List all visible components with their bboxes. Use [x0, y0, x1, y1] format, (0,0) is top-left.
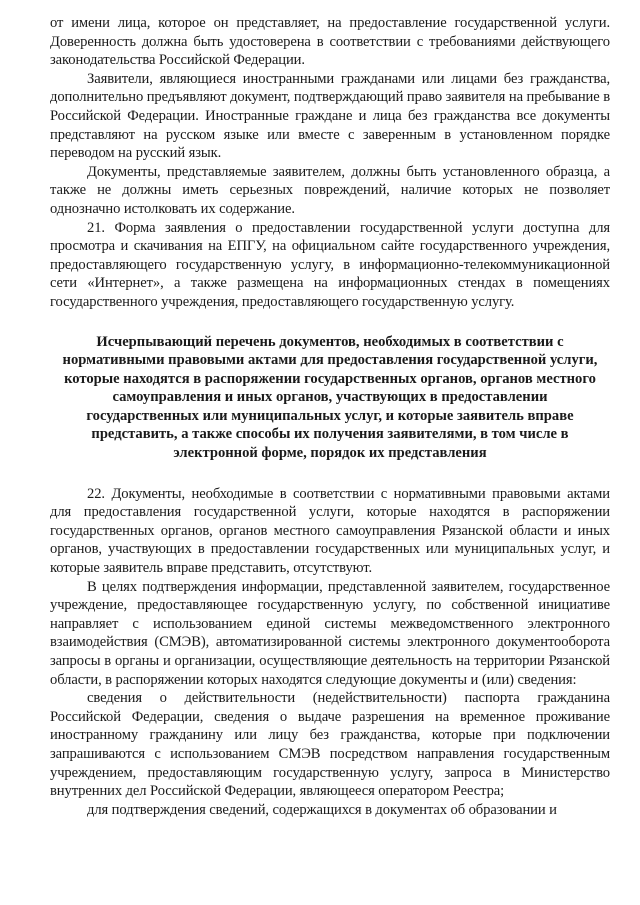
paragraph-power-of-attorney: от имени лица, которое он представляет, на предоставление государственной услуги. Доверенность должна быть удостоверена в соответствии с требованиями действующего законодательства Российской Федерации.: [50, 15, 610, 69]
paragraph-passport-info: сведения о действительности (недействительности) паспорта гражданина Российской Федерации, сведения о выдаче разрешения на временное проживание иностранному гражданину или лицу без гражданства, которые при подключении запрашиваются с использованием СМЭВ посредством направления государственным учреждением, предоставляющим государственную услугу, запроса в Министерство внутренних дел Российской Федерации, являющееся оператором Реестра;: [50, 690, 610, 800]
section-heading: Исчерпывающий перечень документов, необходимых в соответствии с нормативными правовыми актами для предоставления государственной услуги, которые находятся в распоряжении государственных органов, органов местного самоуправления и иных органов, участвующих в предоставлении государственных или муниципальных услуг, и которые заявитель вправе представить, а также способы их получения заявителями, в том числе в электронной форме, порядок их представления: [62, 333, 598, 462]
paragraph-22-documents: 22. Документы, необходимые в соответствии с нормативными правовыми актами для предоставления государственной услуги, которые находятся в распоряжении государственных органов, органов местного самоуправления Рязанской области и иных органов, участвующих в предоставлении государственных или муниципальных услуг, и которые заявитель вправе представить, отсутствуют.: [50, 485, 610, 577]
paragraph-document-requirements: Документы, представляемые заявителем, должны быть установленного образца, а также не должны иметь серьезных повреждений, наличие которых не позволяет однозначно истолковать их содержание.: [50, 163, 610, 217]
paragraph-smev-requests: В целях подтверждения информации, представленной заявителем, государственное учреждение, предоставляющее государственную услугу, по собственной инициативе направляет с использованием единой системы межведомственного электронного взаимодействия (СМЭВ), автоматизированной системы электронного документооборота запросы в органы и организации, осуществляющие деятельность на территории Рязанской области, в распоряжении которых находятся следующие документы и (или) сведения:: [50, 578, 610, 688]
paragraph-education-docs: для подтверждения сведений, содержащихся в документах об образовании и: [87, 801, 557, 818]
paragraph-foreign-applicants: Заявители, являющиеся иностранными гражданами или лицами без гражданства, дополнительно предъявляют документ, подтверждающий право заявителя на пребывание в Российской Федерации. Иностранные граждане и лица без гражданства все документы представляют на русском языке или вместе с заверенным в установленном порядке переводом на русский язык.: [50, 70, 610, 162]
paragraph-21-application-form: 21. Форма заявления о предоставлении государственной услуги доступна для просмотра и скачивания на ЕПГУ, на официальном сайте государственного учреждения, предоставляющего государственную услугу, в информационно-телекоммуникационной сети «Интернет», а также размещена на информационных стендах в помещениях государственного учреждения, предоставляющего государственную услугу.: [50, 219, 610, 310]
